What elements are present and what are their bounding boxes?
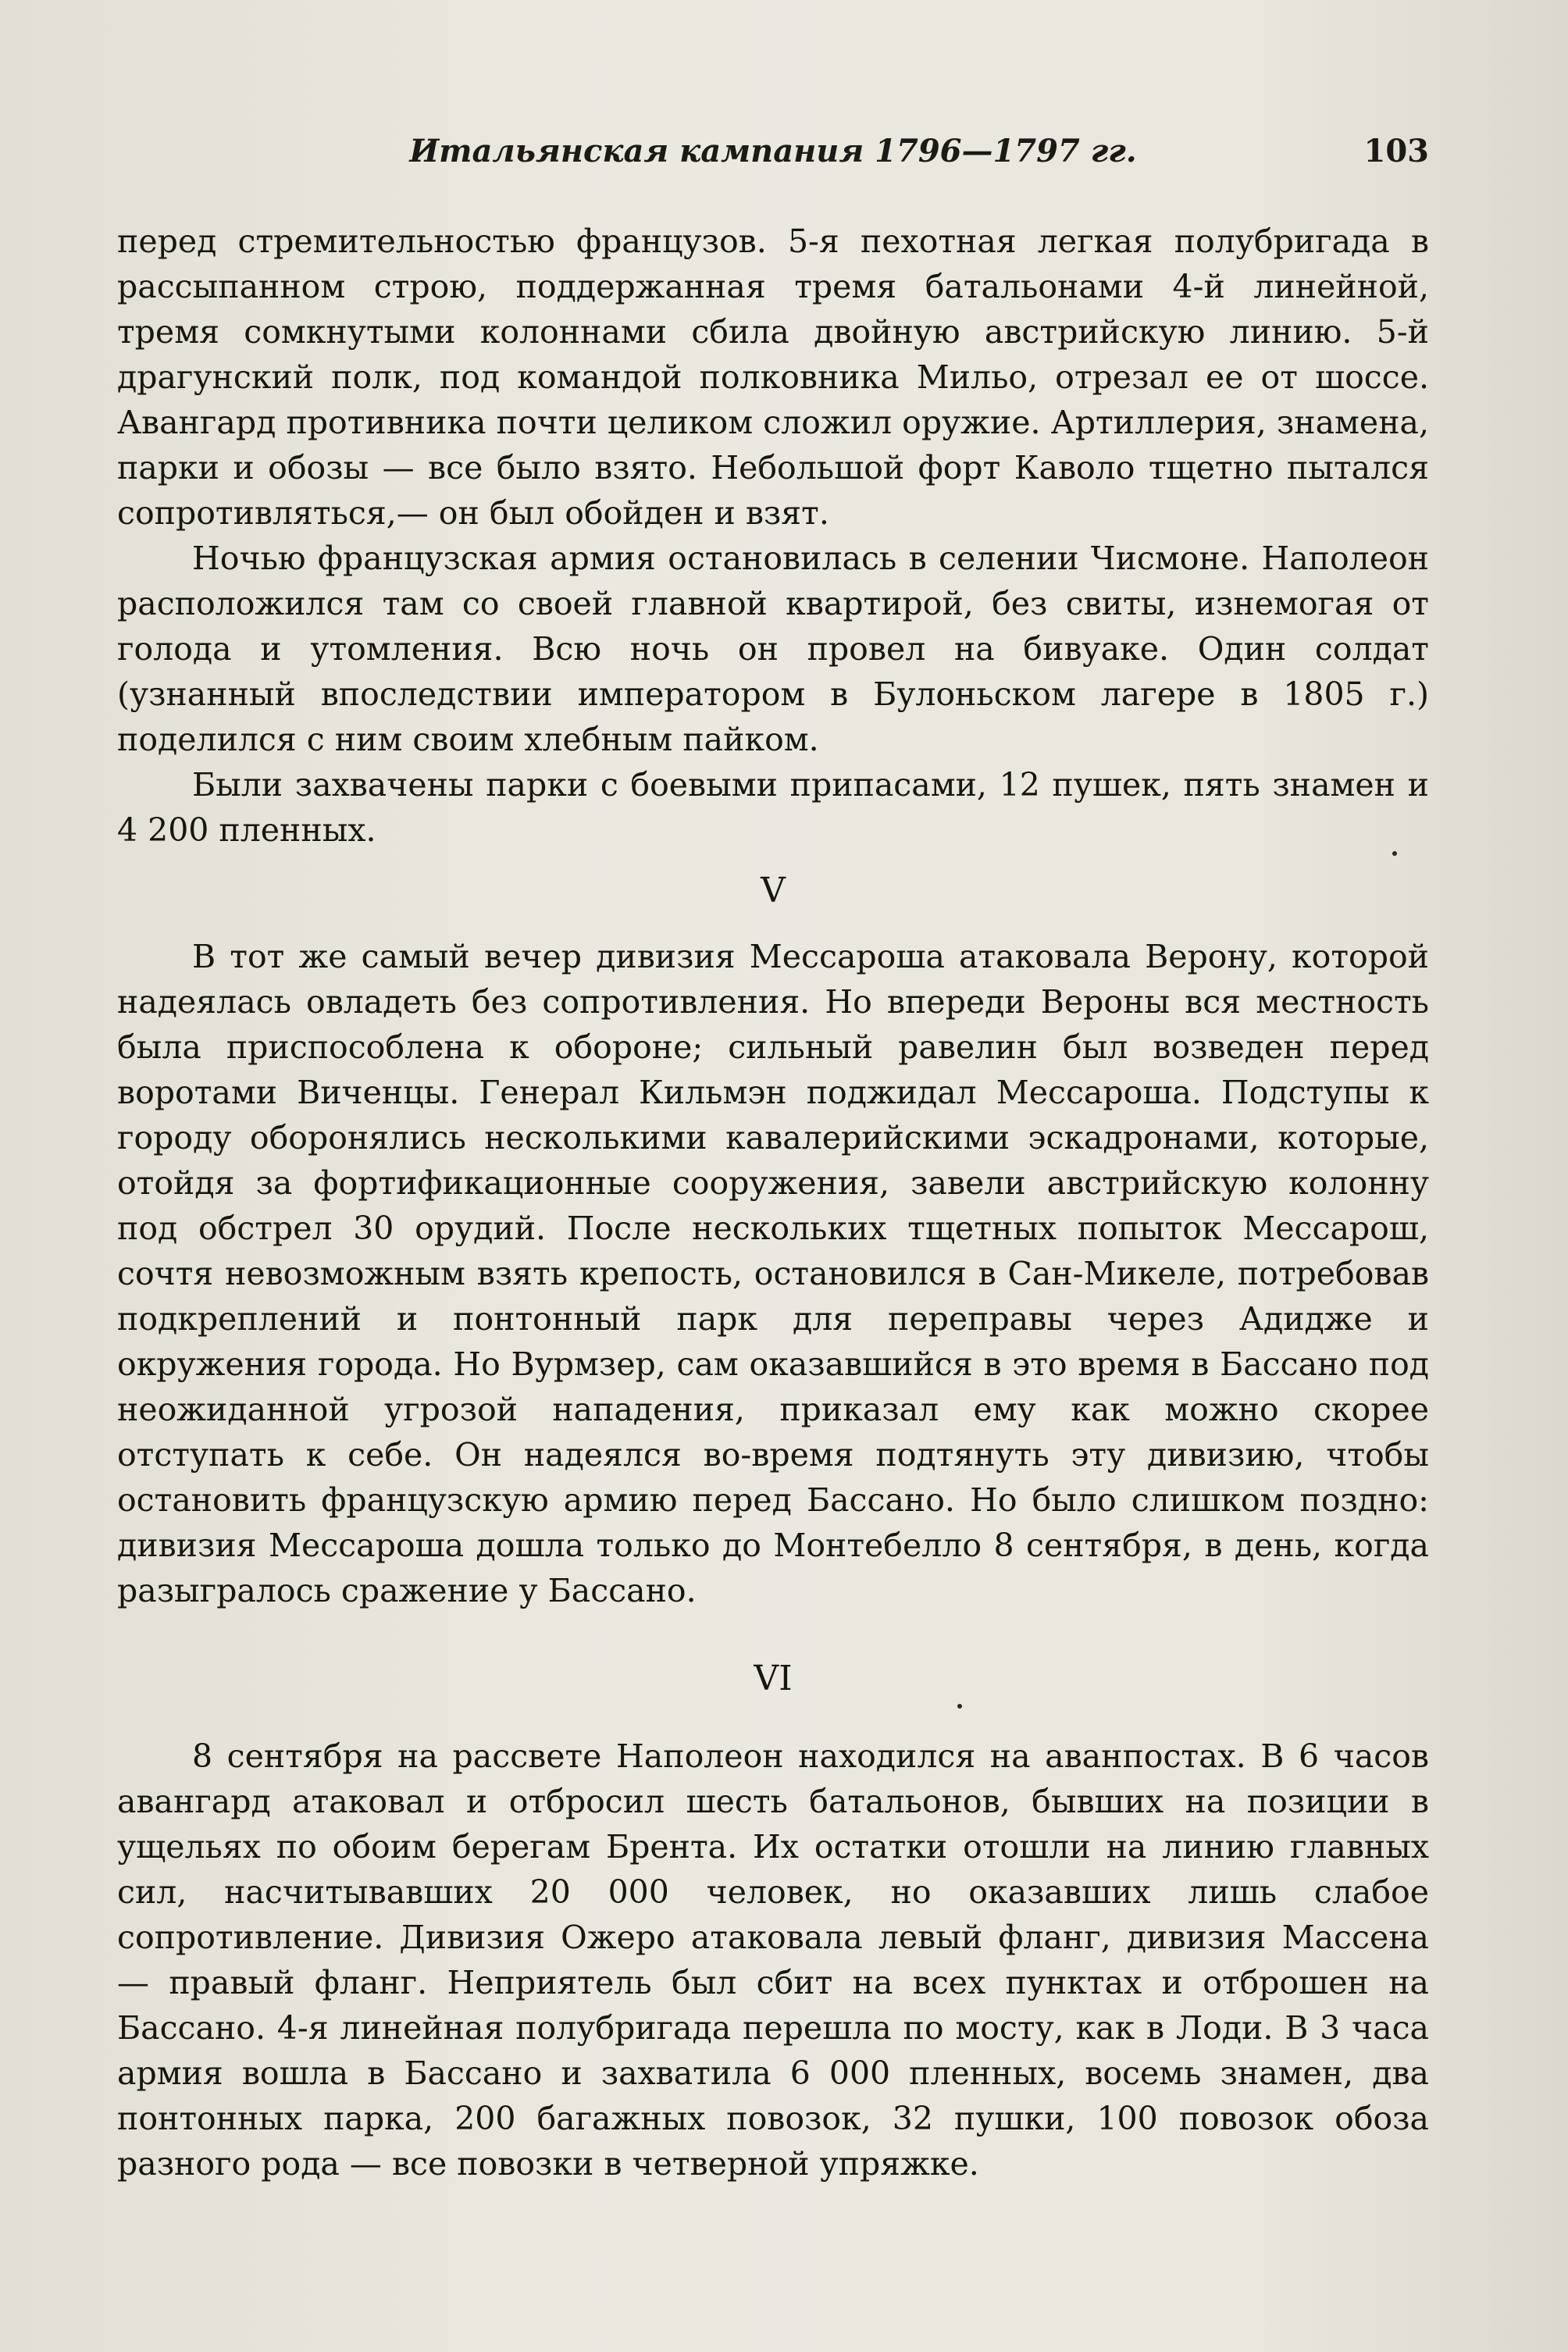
paragraph-section-vi: 8 сентября на рассвете Наполеон находился на аванпостах. В 6 часов авангард атаковал и отбросил шесть батальонов, бывших на позиции в ущельях по обоим берегам Брента. Их остатки отошли на линию главных сил, насчитывавших 20 000 человек, но оказавших лишь слабое сопротивление. Дивизия Ожеро атаковала левый фланг, дивизия Массена — правый фланг. Неприятель был сбит на всех пунктах и отброшен на Бассано. 4-я линейная полубригада перешла по мосту, как в Лоди. В 3 часа армия вошла в Бассано и захватила 6 000 пленных, восемь знамен, два понтонных парка, 200 багажных повозок, 32 пушки, 100 повозок обоза разного рода — все повозки в четверной упряжке. xyxy=(117,1737,1429,2183)
section-heading-v: V xyxy=(761,871,786,911)
section-heading-vi: VI xyxy=(754,1659,793,1698)
print-speck xyxy=(957,1704,962,1709)
paragraph-captured: Были захвачены парки с боевыми припасами, 12 пушек, пять знамен и 4 200 пленных. xyxy=(117,766,1429,849)
running-title: Итальянская кампания 1796—1797 гг. xyxy=(409,133,1137,169)
print-speck xyxy=(1392,851,1397,856)
page-number: 103 xyxy=(1363,133,1429,169)
page-header xyxy=(117,133,1429,180)
paragraph-intro-continued: перед стремительностью французов. 5-я пехотная легкая полубригада в рассыпанном строю, поддержанная тремя батальонами 4-й линейной, тремя сомкнутыми колоннами сбила двойную австрийскую линию. 5-й драгунский полк, под командой полковника Мильо, отрезал ее от шоссе. Авангард противника почти целиком сложил оружие. Артиллерия, знамена, парки и обозы — все было взято. Небольшой форт Каволо тщетно пытался сопротивляться,— он был обойден и взят. xyxy=(117,223,1429,532)
paragraph-night-chismone: Ночью французская армия остановилась в селении Чисмоне. Наполеон расположился там со своей главной квартирой, без свиты, изнемогая от голода и утомления. Всю ночь он провел на бивуаке. Один солдат (узнанный впоследствии императором в Булоньском лагере в 1805 г.) поделился с ним своим хлебным пайком. xyxy=(117,540,1429,758)
paragraph-section-v: В тот же самый вечер дивизия Мессароша атаковала Верону, которой надеялась овладеть без сопротивления. Но впереди Вероны вся местность была приспособлена к обороне; сильный равелин был возведен перед воротами Виченцы. Генерал Кильмэн поджидал Мессароша. Подступы к городу оборонялись несколькими кавалерийскими эскадронами, которые, отойдя за фортификационные сооружения, завели австрийскую колонну под обстрел 30 орудий. После нескольких тщетных попыток Мессарош, сочтя невозможным взять крепость, остановился в Сан-Микеле, потребовав подкреплений и понтонный парк для переправы через Адидже и окружения города. Но Вурмзер, сам оказавшийся в это время в Бассано под неожиданной угрозой нападения, приказал ему как можно скорее отступать к себе. Он надеялся во-время подтянуть эту дивизию, чтобы остановить французскую армию перед Бассано. Но было слишком поздно: дивизия Мессароша дошла только до Монтебелло 8 сентября, в день, когда разыгралось сражение у Бассано. xyxy=(117,938,1429,1609)
